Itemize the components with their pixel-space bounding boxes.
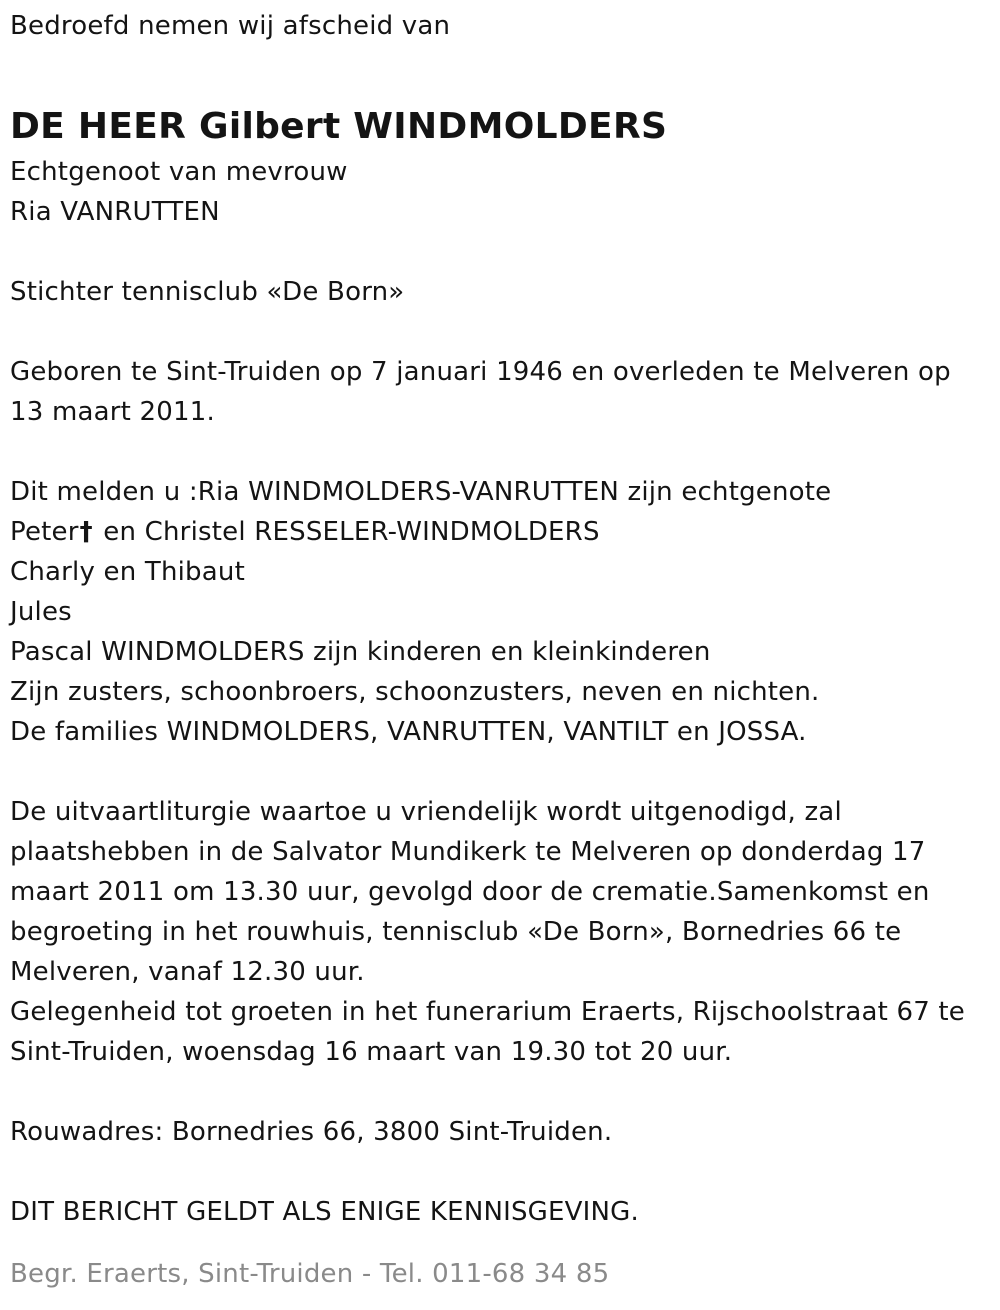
birth-death-text: Geboren te Sint-Truiden op 7 januari 1946 en overleden te Melveren op 13 maart 2011. <box>10 357 951 427</box>
family-line-4: Jules <box>10 597 72 627</box>
funeral-home-footer: Begr. Eraerts, Sint-Truiden - Tel. 011-68 34 85 <box>10 1259 610 1289</box>
spacer <box>10 432 985 472</box>
family-line-5: Pascal WINDMOLDERS zijn kinderen en kleinkinderen <box>10 637 711 667</box>
spouse-line-2: Ria VANRUTTEN <box>10 197 220 227</box>
spacer <box>10 1152 985 1192</box>
mourning-address: Rouwadres: Bornedries 66, 3800 Sint-Truiden. <box>10 1117 613 1147</box>
intro-text: Bedroefd nemen wij afscheid van <box>10 11 451 41</box>
cross-icon: † <box>79 517 93 547</box>
spacer <box>10 1072 985 1112</box>
family-name-peter: Peter <box>10 517 79 547</box>
funeral-text: De uitvaartliturgie waartoe u vriendelijk wordt uitgenodigd, zal plaatshebben in de Salvator Mundikerk te Melveren op donderdag 17 maart 2011 om 13.30 uur, gevolgd door de crematie.Samenkomst en begroeting in het rouwhuis, tennisclub «De Born», Bornedries 66 te Melveren, vanaf 12.30 uur. <box>10 797 930 987</box>
spacer <box>10 312 985 352</box>
family-line-3: Charly en Thibaut <box>10 557 245 587</box>
family-line-2 <box>10 512 985 552</box>
notice-statement: DIT BERICHT GELDT ALS ENIGE KENNISGEVING. <box>10 1197 639 1227</box>
family-line-6: Zijn zusters, schoonbroers, schoonzusters, neven en nichten. <box>10 677 820 707</box>
spouse-line-1: Echtgenoot van mevrouw <box>10 157 348 187</box>
spacer <box>10 752 985 792</box>
obituary-notice <box>10 0 985 1232</box>
family-line-1: Dit melden u :Ria WINDMOLDERS-VANRUTTEN zijn echtgenote <box>10 477 832 507</box>
spacer <box>10 232 985 272</box>
founder-line: Stichter tennisclub «De Born» <box>10 277 405 307</box>
viewing-text: Gelegenheid tot groeten in het funerarium Eraerts, Rijschoolstraat 67 te Sint-Truiden, woensdag 16 maart van 19.30 tot 20 uur. <box>10 997 966 1067</box>
family-line-7: De families WINDMOLDERS, VANRUTTEN, VANTILT en JOSSA. <box>10 717 807 747</box>
family-name-christel: en Christel RESSELER-WINDMOLDERS <box>94 517 600 547</box>
deceased-name: DE HEER Gilbert WINDMOLDERS <box>10 106 668 147</box>
